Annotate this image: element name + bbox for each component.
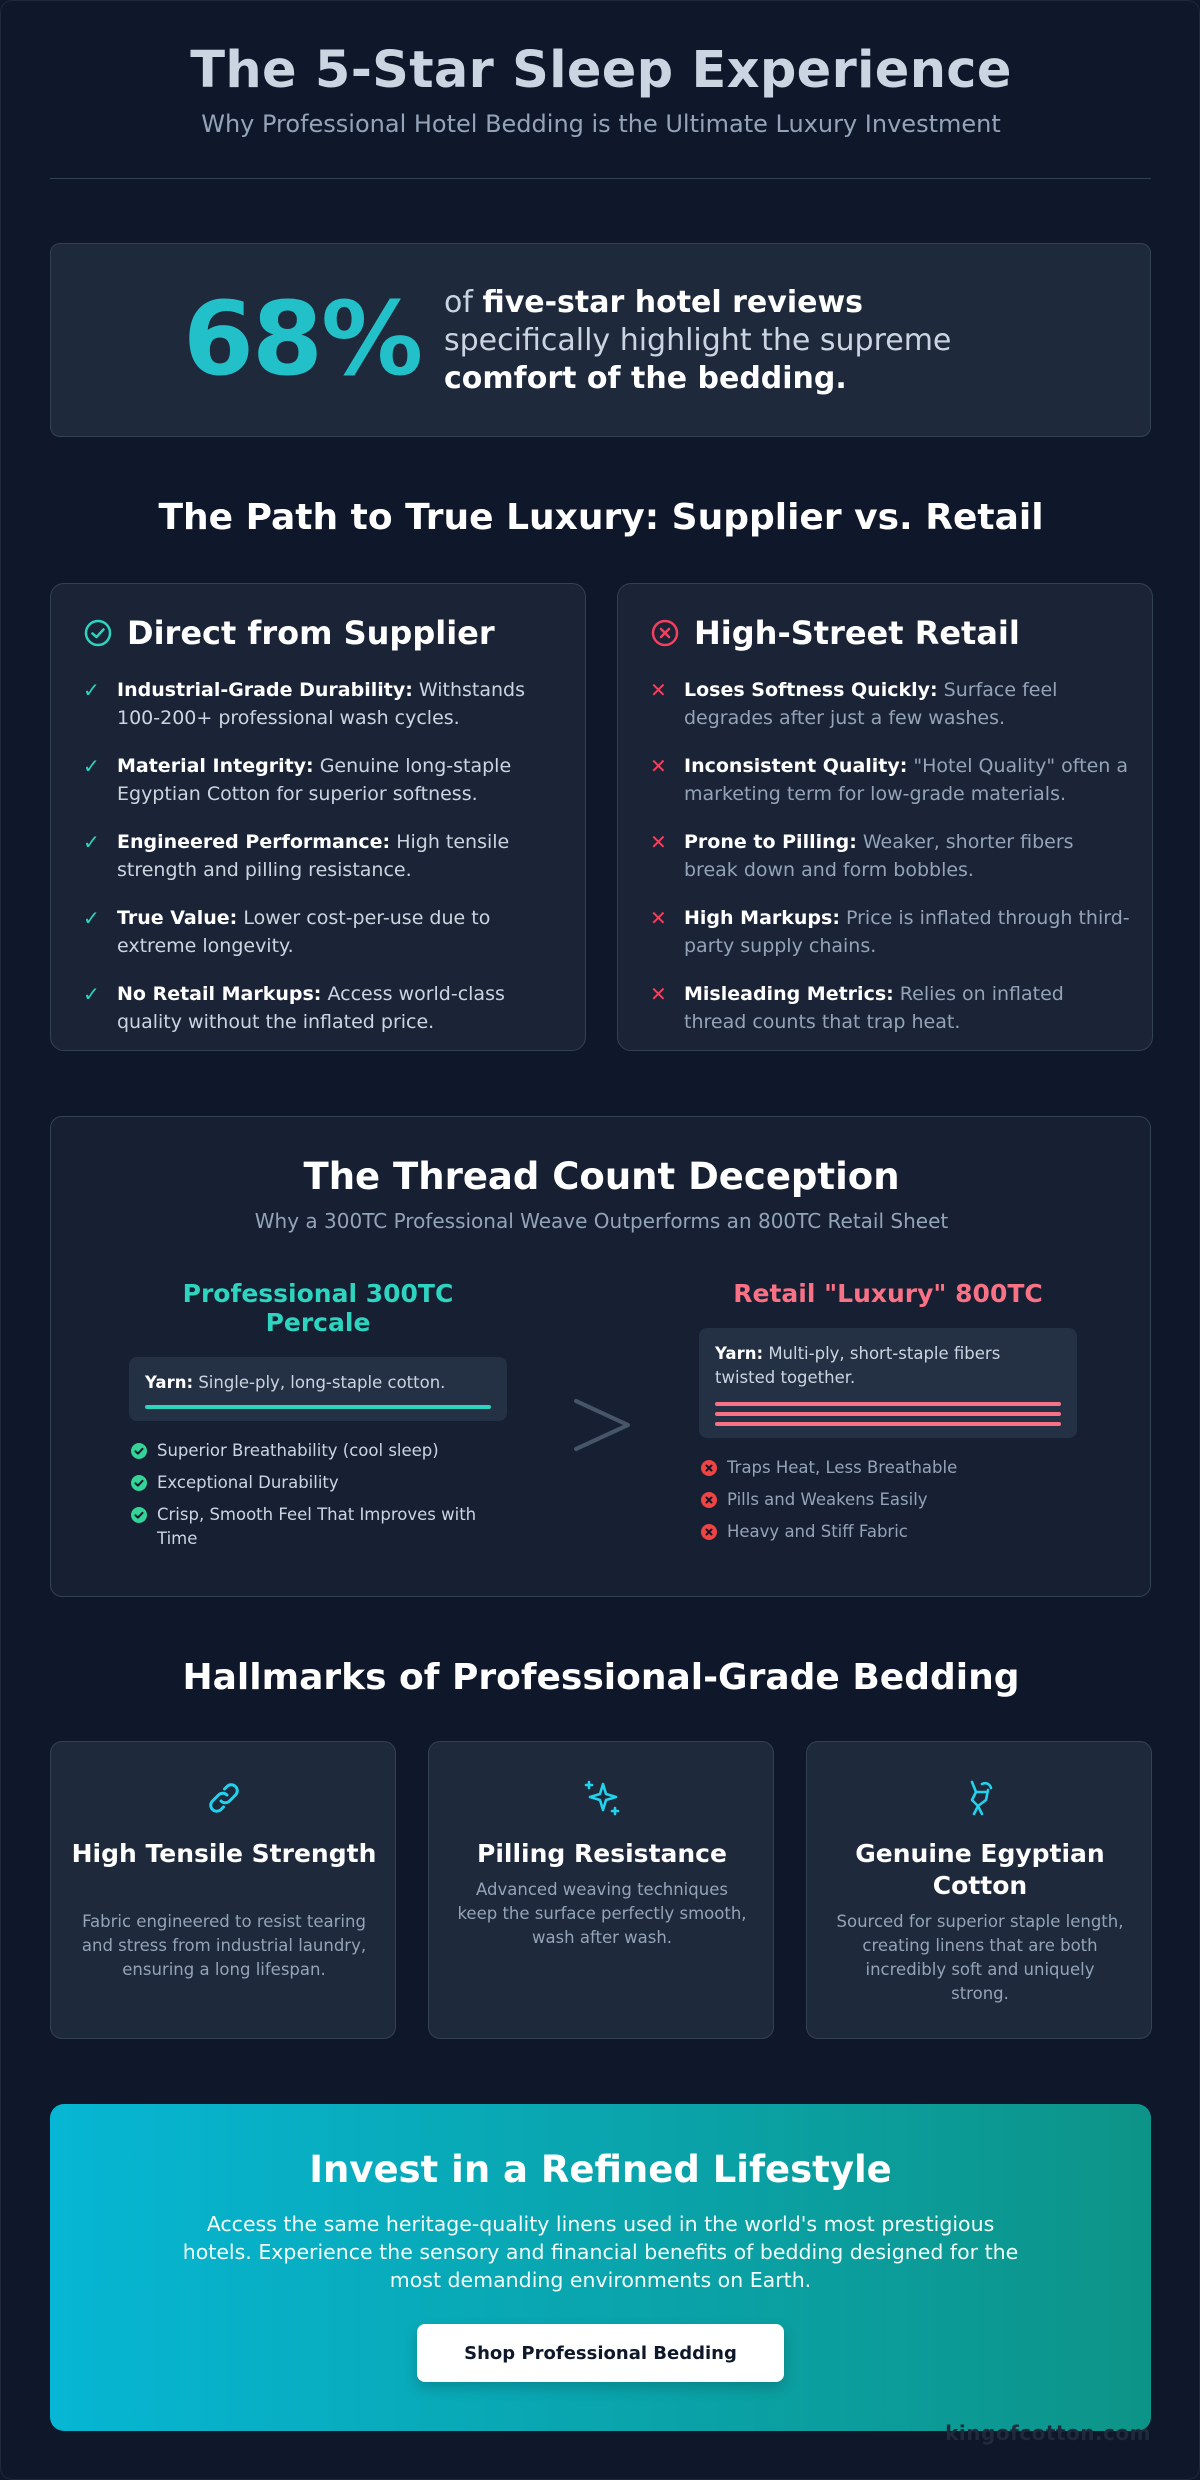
feature-item (129, 1503, 507, 1551)
check-dot-icon (131, 1443, 147, 1459)
feature-text: Crisp, Smooth Feel That Improves with Time (157, 1505, 477, 1548)
item-label: True Value: (117, 907, 238, 929)
stat-text-bold-1: five-star hotel reviews (482, 285, 864, 320)
item-text: Surface feel degrades after just a few washes. (684, 679, 1058, 729)
yarn-label: Yarn: (715, 1344, 764, 1363)
feature-item (699, 1456, 1077, 1480)
supplier-heading (83, 614, 495, 652)
stat-value: 68% (183, 280, 422, 399)
cta-banner (50, 2104, 1151, 2431)
item-text: Weaker, shorter fibers break down and form bobbles. (684, 831, 1074, 881)
x-icon: ✕ (650, 754, 667, 778)
hallmark-card-pilling (428, 1741, 774, 2039)
item-text: Price is inflated through third-party supply chains. (684, 907, 1130, 957)
item-label: Material Integrity: (117, 755, 314, 777)
item-label: No Retail Markups: (117, 983, 322, 1005)
item-label: Prone to Pilling: (684, 831, 857, 853)
list-item (650, 752, 1130, 808)
x-dot-icon (701, 1524, 717, 1540)
sparkles-icon (580, 1776, 624, 1820)
item-text: Relies on inflated thread counts that trap heat. (684, 983, 1064, 1033)
item-label: Misleading Metrics: (684, 983, 894, 1005)
item-label: Loses Softness Quickly: (684, 679, 938, 701)
list-item (650, 904, 1130, 960)
item-text: Access world-class quality without the inflated price. (117, 983, 505, 1033)
comparison-title: The Path to True Luxury: Supplier vs. Retail (158, 497, 1044, 538)
list-item (650, 676, 1130, 732)
greater-than-icon (564, 1387, 640, 1463)
stat-text-of: of (444, 285, 473, 320)
x-icon: ✕ (650, 678, 667, 702)
page-title: The 5-Star Sleep Experience (190, 41, 1012, 100)
check-icon: ✓ (83, 754, 100, 778)
check-icon: ✓ (83, 830, 100, 854)
hallmark-card-tensile (50, 1741, 396, 2039)
feature-text: Pills and Weakens Easily (727, 1490, 928, 1509)
x-dot-icon (701, 1492, 717, 1508)
item-text: High tensile strength and pilling resistance. (117, 831, 510, 881)
supplier-list (83, 676, 563, 1056)
item-text: Withstands 100-200+ professional wash cycles. (117, 679, 525, 729)
hallmark-text: Sourced for superior staple length, creating linens that are both incredibly soft and uniquely strong. (836, 1912, 1124, 2003)
check-circle-icon (83, 618, 113, 648)
item-label: Engineered Performance: (117, 831, 391, 853)
stat-text-bold-2: comfort of the bedding. (444, 361, 847, 396)
feature-item (699, 1488, 1077, 1512)
list-item (650, 980, 1130, 1036)
retail-yarn-box (699, 1328, 1077, 1438)
feature-text: Exceptional Durability (157, 1473, 339, 1492)
item-text: Lower cost-per-use due to extreme longevity. (117, 907, 491, 957)
page-subtitle: Why Professional Hotel Bedding is the Ultimate Luxury Investment (201, 110, 1001, 138)
multi-ply-bar (715, 1412, 1061, 1416)
hallmark-title: High Tensile Strength (71, 1839, 377, 1868)
feature-text: Superior Breathability (cool sleep) (157, 1441, 439, 1460)
retail-list (650, 676, 1130, 1056)
retail-card (617, 583, 1153, 1051)
cotton-plant-icon (958, 1776, 1002, 1820)
list-item (83, 676, 563, 732)
check-icon: ✓ (83, 982, 100, 1006)
check-dot-icon (131, 1507, 147, 1523)
shop-professional-bedding-button[interactable]: Shop Professional Bedding (417, 2324, 784, 2382)
thread-title: The Thread Count Deception (303, 1155, 900, 1198)
check-dot-icon (131, 1475, 147, 1491)
supplier-card (50, 583, 586, 1051)
header (1, 41, 1200, 138)
retail-features (699, 1456, 1077, 1544)
retail-heading-text: High-Street Retail (694, 614, 1020, 652)
list-item (650, 828, 1130, 884)
stat-card (50, 243, 1151, 437)
x-icon: ✕ (650, 830, 667, 854)
item-label: Industrial-Grade Durability: (117, 679, 413, 701)
check-icon: ✓ (83, 906, 100, 930)
item-label: Inconsistent Quality: (684, 755, 908, 777)
hallmark-text: Fabric engineered to resist tearing and stress from industrial laundry, ensuring a long lifespan. (81, 1912, 367, 1979)
retail-heading (650, 614, 1020, 652)
retail-column (699, 1279, 1077, 1552)
professional-features (129, 1439, 507, 1551)
yarn-label: Yarn: (145, 1373, 194, 1392)
retail-800tc-title: Retail "Luxury" 800TC (733, 1279, 1043, 1308)
multi-ply-bar (715, 1422, 1061, 1426)
feature-item (129, 1471, 507, 1495)
professional-column (129, 1279, 507, 1559)
yarn-text: Multi-ply, short-staple fibers twisted together. (715, 1344, 1001, 1387)
list-item (83, 828, 563, 884)
hallmarks-title: Hallmarks of Professional-Grade Bedding (182, 1657, 1020, 1698)
link-icon (202, 1776, 246, 1820)
list-item (83, 904, 563, 960)
feature-item (699, 1520, 1077, 1544)
hallmark-card-cotton (806, 1741, 1152, 2039)
thread-count-card (50, 1116, 1151, 1597)
thread-subtitle: Why a 300TC Professional Weave Outperforms an 800TC Retail Sheet (254, 1209, 949, 1233)
item-text: "Hotel Quality" often a marketing term for low-grade materials. (684, 755, 1129, 805)
item-label: High Markups: (684, 907, 840, 929)
hallmark-text: Advanced weaving techniques keep the surface perfectly smooth, wash after wash. (457, 1880, 747, 1947)
feature-text: Traps Heat, Less Breathable (727, 1458, 958, 1477)
watermark: kingofcotton.com (945, 2421, 1151, 2445)
x-circle-icon (650, 618, 680, 648)
stat-text (444, 284, 1064, 398)
item-text: Genuine long-staple Egyptian Cotton for superior softness. (117, 755, 512, 805)
hallmark-title: Pilling Resistance (477, 1839, 727, 1868)
x-icon: ✕ (650, 982, 667, 1006)
list-item (83, 752, 563, 808)
stat-text-light: specifically highlight the supreme (444, 323, 952, 358)
hallmark-title: Genuine Egyptian Cotton (855, 1839, 1105, 1900)
feature-item (129, 1439, 507, 1463)
professional-title: Professional 300TC Percale (182, 1279, 454, 1337)
yarn-text: Single-ply, long-staple cotton. (198, 1373, 446, 1392)
single-ply-bar (145, 1405, 491, 1409)
cta-title: Invest in a Refined Lifestyle (309, 2148, 892, 2191)
check-icon: ✓ (83, 678, 100, 702)
cta-text: Access the same heritage-quality linens used in the world's most prestigious hotels. Experience the sensory and financial benefits of bedding designed for the most demanding environments on Earth. (182, 2212, 1019, 2292)
multi-ply-bar (715, 1402, 1061, 1406)
x-icon: ✕ (650, 906, 667, 930)
list-item (83, 980, 563, 1036)
header-divider (50, 178, 1151, 179)
feature-text: Heavy and Stiff Fabric (727, 1522, 908, 1541)
x-dot-icon (701, 1460, 717, 1476)
professional-yarn-box (129, 1357, 507, 1421)
supplier-heading-text: Direct from Supplier (127, 614, 495, 652)
